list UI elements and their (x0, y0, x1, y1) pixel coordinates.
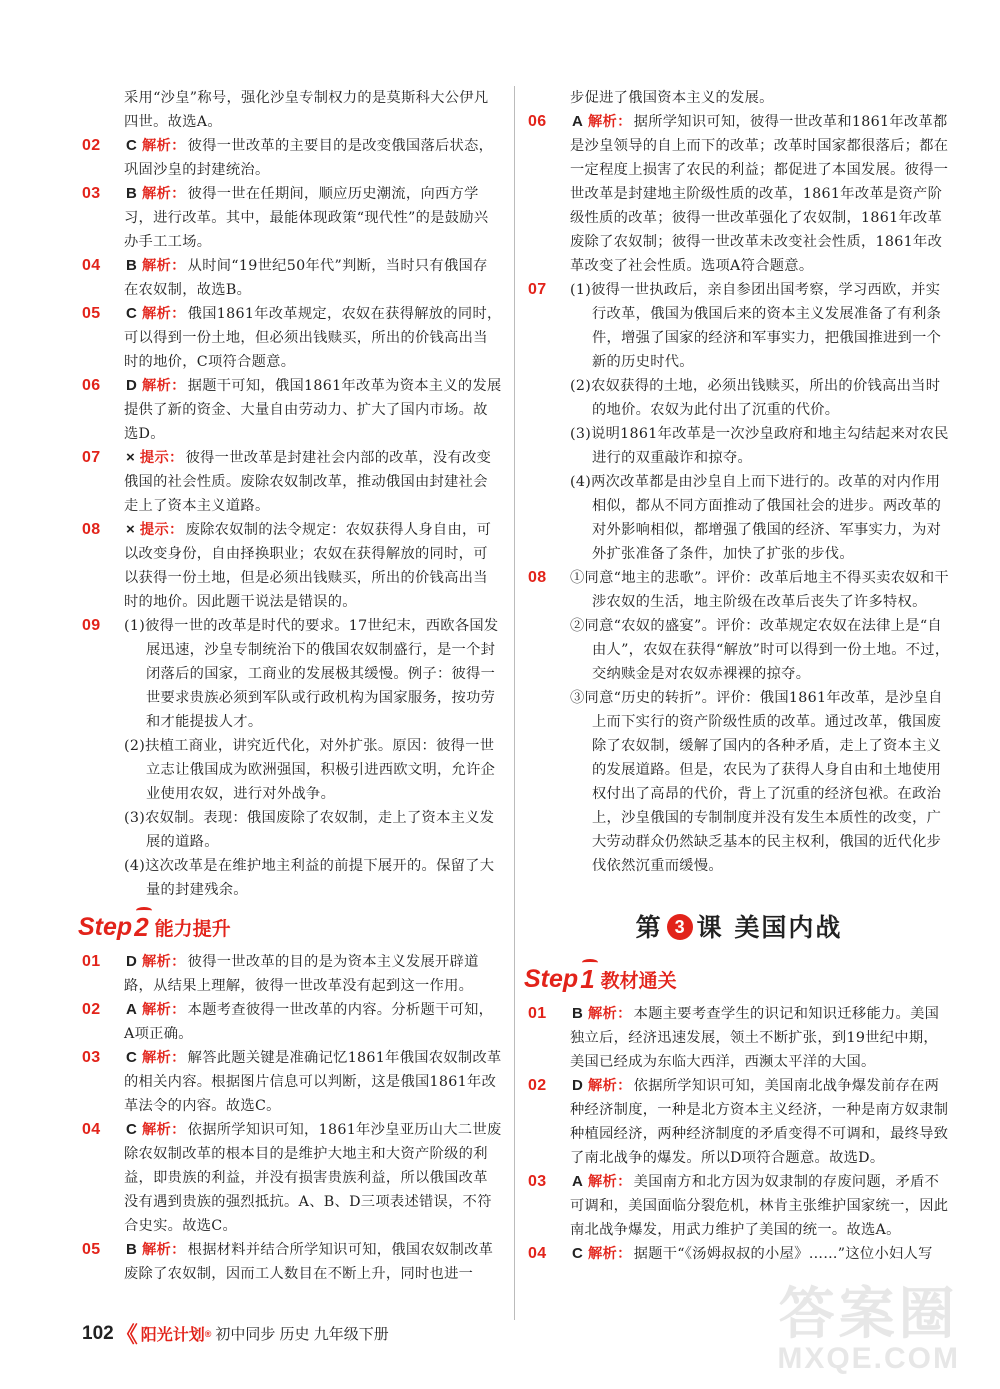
left-step2-answers (82, 950, 502, 1286)
question-number: 04 (528, 1245, 547, 1262)
explanation-label: 解析： (587, 1078, 632, 1094)
explanation-label: 解析： (141, 138, 186, 154)
explanation-text: 从时间“19世纪50年代”判断，当时只有俄国存在农奴制，故选B。 (124, 258, 488, 298)
answer-item (528, 278, 950, 566)
answer-choice: C (572, 1245, 584, 1262)
explanation-label: 解析： (141, 954, 186, 970)
explanation-label: 解析： (141, 1002, 186, 1018)
brand-name: 阳光计划 (140, 1327, 205, 1344)
step-2-header (78, 910, 502, 944)
answer-item (82, 374, 502, 446)
explanation-label: 解析： (141, 258, 186, 274)
explanation-text: 俄国1861年改革规定，农奴在获得解放的同时，可以得到一份土地，但必须出钱赎买，所出的价钱高出当时的地价，C项符合题意。 (124, 306, 502, 370)
question-number: 06 (528, 113, 547, 130)
answer-choice: C (126, 137, 138, 154)
watermark-text: 答案圈 (778, 1282, 959, 1345)
answer-item (82, 1046, 502, 1118)
explanation-text: 废除农奴制的法令规定：农奴获得人身自由，可以改变身份，自由择换职业；农奴在获得解放的同时，可以获得一份土地，但是必须出钱赎买，所出的价钱高出当时的地价。因此题干说法是错误的。 (124, 522, 492, 610)
explanation-label: 解析： (587, 1246, 632, 1262)
explanation-text: 彼得一世改革的目的是为资本主义发展开辟道路，从结果上理解，彼得一世改革没有起到这一作用。 (124, 954, 479, 994)
explanation-text: 本题主要考查学生的识记和知识迁移能力。美国独立后，经济迅速发展，领土不断扩张，到19世纪中期，美国已经成为东临大西洋，西濒太平洋的大国。 (570, 1006, 940, 1070)
answer-item (528, 1242, 950, 1266)
answer-item (82, 254, 502, 302)
question-number: 03 (528, 1173, 547, 1190)
explanation-label: 解析： (141, 1122, 186, 1138)
explanation-text: ①同意“地主的悲歌”。评价：改革后地主不得买卖农奴和干涉农奴的生活，地主阶级在改革后丧失了许多特权。 (570, 570, 949, 610)
explanation-text: 美国南方和北方因为奴隶制的存废问题，矛盾不可调和，美国面临分裂危机，林肯主张维护国家统一，因此南北战争爆发，用武力维护了美国的统一。故选A。 (570, 1174, 949, 1238)
question-number: 07 (82, 449, 101, 466)
step-1-header (524, 962, 950, 996)
explanation-label: 解析： (587, 114, 632, 130)
answer-choice: C (126, 1121, 138, 1138)
trademark-mark: ® (204, 1328, 212, 1339)
page-footer (82, 1318, 389, 1349)
explanation-text: 彼得一世改革是封建社会内部的改革，没有改变俄国的社会性质。废除农奴制改革，推动俄国由封建社会走上了资本主义道路。 (124, 450, 492, 514)
explanation-text: (4)这次改革是在维护地主利益的前提下展开的。保留了大量的封建残余。 (124, 858, 495, 898)
explanation-label: 解析： (587, 1174, 632, 1190)
answer-choice: × (126, 449, 136, 466)
question-number: 08 (82, 521, 101, 538)
lesson-title (528, 908, 950, 944)
answer-item (528, 566, 950, 878)
question-number: 01 (528, 1005, 547, 1022)
question-number: 08 (528, 569, 547, 586)
question-number: 02 (528, 1077, 547, 1094)
explanation-text: 彼得一世改革的主要目的是改变俄国落后状态，巩固沙皇的封建统治。 (124, 138, 494, 178)
right-answers (528, 86, 950, 878)
answer-item (82, 518, 502, 614)
answer-choice: D (126, 953, 138, 970)
explanation-text: 据题干“《汤姆叔叔的小屋》……”这位小妇人写 (633, 1246, 933, 1262)
left-answers (82, 86, 502, 902)
answer-item (82, 446, 502, 518)
step-word: Step (524, 964, 579, 993)
answer-item (528, 86, 950, 110)
answer-item (82, 950, 502, 998)
explanation-text: 根据材料并结合所学知识可知，俄国农奴制改革废除了农奴制，因而工人数目在不断上升，同时也进一 (124, 1242, 494, 1282)
explanation-text: 彼得一世在任期间，顺应历史潮流，向西方学习，进行改革。其中，最能体现政策“现代性”的是鼓励兴办手工工场。 (124, 186, 489, 250)
lesson-prefix: 第 (635, 913, 663, 942)
explanation-label: 解析： (141, 378, 186, 394)
question-number: 03 (82, 1049, 101, 1066)
answer-choice: B (572, 1005, 584, 1022)
answer-choice: D (572, 1077, 584, 1094)
right-column (524, 86, 950, 1266)
answer-item (528, 1002, 950, 1074)
question-number: 01 (82, 953, 101, 970)
answer-item (528, 1074, 950, 1170)
answer-choice: B (126, 257, 138, 274)
explanation-text: (4)两次改革都是由沙皇自上而下进行的。改革的对内作用相似，都从不同方面推动了俄国社会的进步。两改革的对外影响相似，都增强了俄国的经济、军事实力，为对外扩张准备了条件，加快了扩张的步伐。 (570, 474, 942, 562)
explanation-text: (3)说明1861年改革是一次沙皇政府和地主勾结起来对农民进行的双重敲诈和掠夺。 (570, 426, 949, 466)
explanation-text: 据所学知识可知，彼得一世改革和1861年改革都是沙皇领导的自上而下的改革；改革时国家都很落后；都在一定程度上损害了农民的利益；都促进了本国发展。彼得一世改革是封建地主阶级性质的改革，1861年改革是资产阶级性质的改革；彼得一世改革强化了农奴制，1861年改革废除了农奴制；彼得一世改革未改变社会性质，1861年改革改变了社会性质。选项A符合题意。 (570, 114, 949, 274)
page-number: 102 (82, 1322, 114, 1344)
explanation-text: (1)彼得一世的改革是时代的要求。17世纪末，西欧各国发展迅速，沙皇专制统治下的俄国农奴制盛行，是一个封闭落后的国家，工商业的发展极其缓慢。例子：彼得一世要求贵族必须到军队或行政机构为国家服务，按功劳和才能提拔人才。 (124, 618, 499, 730)
explanation-text: ③同意“历史的转折”。评价：俄国1861年改革，是沙皇自上而下实行的资产阶级性质的改革。通过改革，俄国废除了农奴制，缓解了国内的各种矛盾，走上了资本主义的发展道路。但是，农民为了获得人身自由和土地使用权付出了高昂的代价，背上了沉重的经济包袱。在政治上，沙皇俄国的专制制度并没有发生本质性的改变，广大劳动群众仍然缺乏基本的民主权利，俄国的近代化步伐依然沉重而缓慢。 (570, 690, 943, 874)
question-number: 03 (82, 185, 101, 202)
explanation-text: 依据所学知识可知，美国南北战争爆发前存在两种经济制度，一种是北方资本主义经济，一种是南方奴隶制种植园经济，两种经济制度的矛盾变得不可调和，最终导致了南北战争的爆发。所以D项符合题意。故选D。 (570, 1078, 949, 1166)
answer-choice: C (126, 305, 138, 322)
explanation-text: 步促进了俄国资本主义的发展。 (570, 90, 774, 106)
explanation-label: 提示： (139, 522, 184, 538)
question-number: 09 (82, 617, 101, 634)
question-number: 05 (82, 305, 101, 322)
explanation-label: 解析： (141, 306, 186, 322)
watermark-url: MXQE.COM (777, 1342, 960, 1375)
answer-choice: C (126, 1049, 138, 1066)
step-title: 教材通关 (600, 970, 677, 992)
question-number: 04 (82, 257, 101, 274)
question-number: 02 (82, 137, 101, 154)
explanation-label: 解析： (141, 1242, 186, 1258)
answer-choice: B (126, 185, 138, 202)
explanation-label: 解析： (141, 1050, 186, 1066)
step-title: 能力提升 (154, 918, 231, 940)
step-number: 2 (134, 911, 149, 942)
question-number: 02 (82, 1001, 101, 1018)
explanation-text: 采用“沙皇”称号，强化沙皇专制权力的是莫斯科大公伊凡四世。故选A。 (124, 90, 489, 130)
answer-item (82, 1118, 502, 1238)
explanation-text: (2)扶植工商业，讲究近代化，对外扩张。原因：彼得一世立志让俄国成为欧洲强国，积极引进西欧文明，允许企业使用农奴，进行对外战争。 (124, 738, 496, 802)
explanation-label: 解析： (141, 186, 186, 202)
explanation-label: 提示： (139, 450, 184, 466)
answer-item (82, 1238, 502, 1286)
explanation-text: ②同意“农奴的盛宴”。评价：改革规定农奴在法律上是“自由人”，农奴在获得“解放”时可以得到一份土地。不过，交纳赎金是对农奴赤裸裸的掠夺。 (570, 618, 950, 682)
answer-choice: A (572, 113, 584, 130)
explanation-text: 依据所学知识可知，1861年沙皇亚历山大二世废除农奴制改革的根本目的是维护大地主和大资产阶级的利益，即贵族的利益，并没有损害贵族利益，所以俄国改革没有遇到贵族的强烈抵抗。A、B、D三项表述错误，不符合史实。故选C。 (124, 1122, 502, 1234)
question-number: 07 (528, 281, 547, 298)
right-step1-answers (528, 1002, 950, 1266)
explanation-text: 本题考查彼得一世改革的内容。分析题干可知，A项正确。 (124, 1002, 494, 1042)
answer-choice: A (572, 1173, 584, 1190)
step-word: Step (78, 912, 133, 941)
answer-item (82, 614, 502, 902)
answer-item (528, 110, 950, 278)
left-column (78, 86, 502, 1286)
answer-item (82, 998, 502, 1046)
answer-choice: B (126, 1241, 138, 1258)
chevron-icon: 《 (115, 1322, 138, 1347)
watermark-logo (777, 1282, 960, 1375)
explanation-text: 据题干可知，俄国1861年改革为资本主义的发展提供了新的资金、大量自由劳动力、扩大了国内市场。故选D。 (124, 378, 502, 442)
answer-item (528, 1170, 950, 1242)
answer-item (82, 182, 502, 254)
lesson-name: 课 美国内战 (696, 913, 843, 942)
lesson-number-badge: 3 (667, 914, 693, 940)
question-number: 06 (82, 377, 101, 394)
question-number: 04 (82, 1121, 101, 1138)
explanation-text: (3)农奴制。表现：俄国废除了农奴制，走上了资本主义发展的道路。 (124, 810, 495, 850)
explanation-text: (2)农奴获得的土地，必须出钱赎买，所出的价钱高出当时的地价。农奴为此付出了沉重的代价。 (570, 378, 941, 418)
explanation-label: 解析： (587, 1006, 632, 1022)
answer-choice: D (126, 377, 138, 394)
answer-item (82, 302, 502, 374)
step-number: 1 (580, 963, 595, 994)
answer-item (82, 86, 502, 134)
explanation-text: 解答此题关键是准确记忆1861年俄国农奴制改革的相关内容。根据图片信息可以判断，这是俄国1861年改革法令的内容。故选C。 (124, 1050, 502, 1114)
answer-item (82, 134, 502, 182)
question-number: 05 (82, 1241, 101, 1258)
answer-choice: × (126, 521, 136, 538)
book-title: 初中同步 历史 九年级下册 (215, 1326, 389, 1343)
answer-choice: A (126, 1001, 138, 1018)
explanation-text: (1)彼得一世执政后，亲自参团出国考察，学习西欧，并实行改革，俄国为俄国后来的资本主义发展准备了有利条件，增强了国家的经济和军事实力，把俄国推进到一个新的历史时代。 (570, 282, 942, 370)
column-divider (514, 86, 515, 1320)
